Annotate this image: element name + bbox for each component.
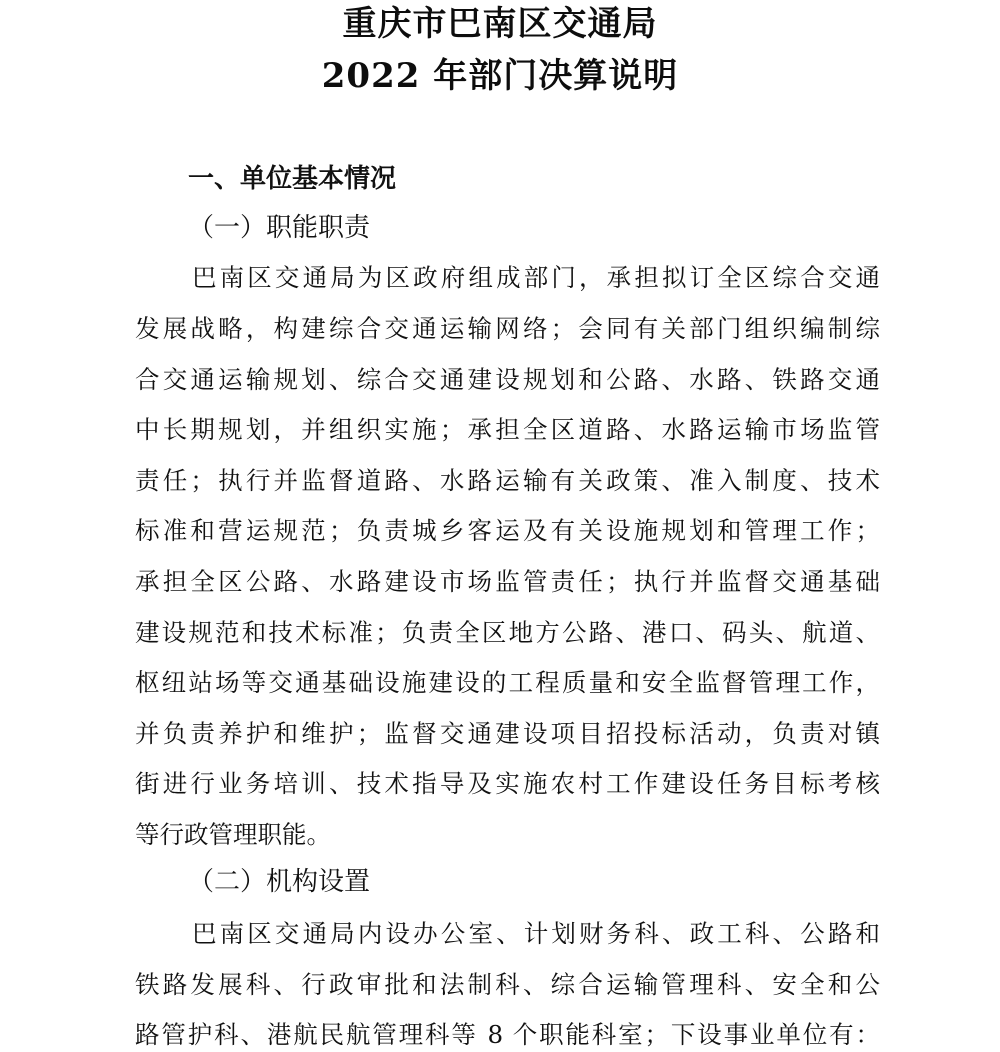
paragraph-line: 巴南区交通局为区政府组成部门，承担拟订全区综合交通 [192, 263, 880, 292]
document-title-line2: 2022 年部门决算说明 [321, 56, 679, 96]
paragraph-line: 合交通运输规划、综合交通建设规划和公路、水路、铁路交通 [135, 365, 880, 394]
subsection-heading-functions: （一）职能职责 [188, 213, 371, 243]
paragraph-line: 街进行业务培训、技术指导及实施农村工作建设任务目标考核 [135, 769, 880, 798]
paragraph-line: 枢纽站场等交通基础设施建设的工程质量和安全监督管理工作， [135, 668, 880, 697]
paragraph-line: 标准和营运规范；负责城乡客运及有关设施规划和管理工作； [135, 516, 880, 545]
paragraph-line: 中长期规划，并组织实施；承担全区道路、水路运输市场监管 [135, 415, 880, 444]
paragraph-line: 铁路发展科、行政审批和法制科、综合运输管理科、安全和公 [135, 970, 880, 999]
document-title-line1: 重庆市巴南区交通局 [342, 4, 658, 44]
paragraph-line: 路管护科、港航民航管理科等 8 个职能科室；下设事业单位有： [135, 1020, 880, 1049]
paragraph-line: 并负责养护和维护；监督交通建设项目招投标活动，负责对镇 [135, 719, 880, 748]
paragraph-line: 等行政管理职能。 [135, 820, 331, 849]
subsection-heading-organization: （二）机构设置 [188, 867, 371, 897]
section-heading-basic-info: 一、单位基本情况 [188, 164, 397, 194]
paragraph-line: 建设规范和技术标准；负责全区地方公路、港口、码头、航道、 [135, 618, 880, 647]
paragraph-line: 承担全区公路、水路建设市场监管责任；执行并监督交通基础 [135, 567, 880, 596]
paragraph-line: 责任；执行并监督道路、水路运输有关政策、准入制度、技术 [135, 466, 880, 495]
paragraph-line: 发展战略，构建综合交通运输网络；会同有关部门组织编制综 [135, 314, 880, 343]
paragraph-line: 巴南区交通局内设办公室、计划财务科、政工科、公路和 [192, 919, 880, 948]
